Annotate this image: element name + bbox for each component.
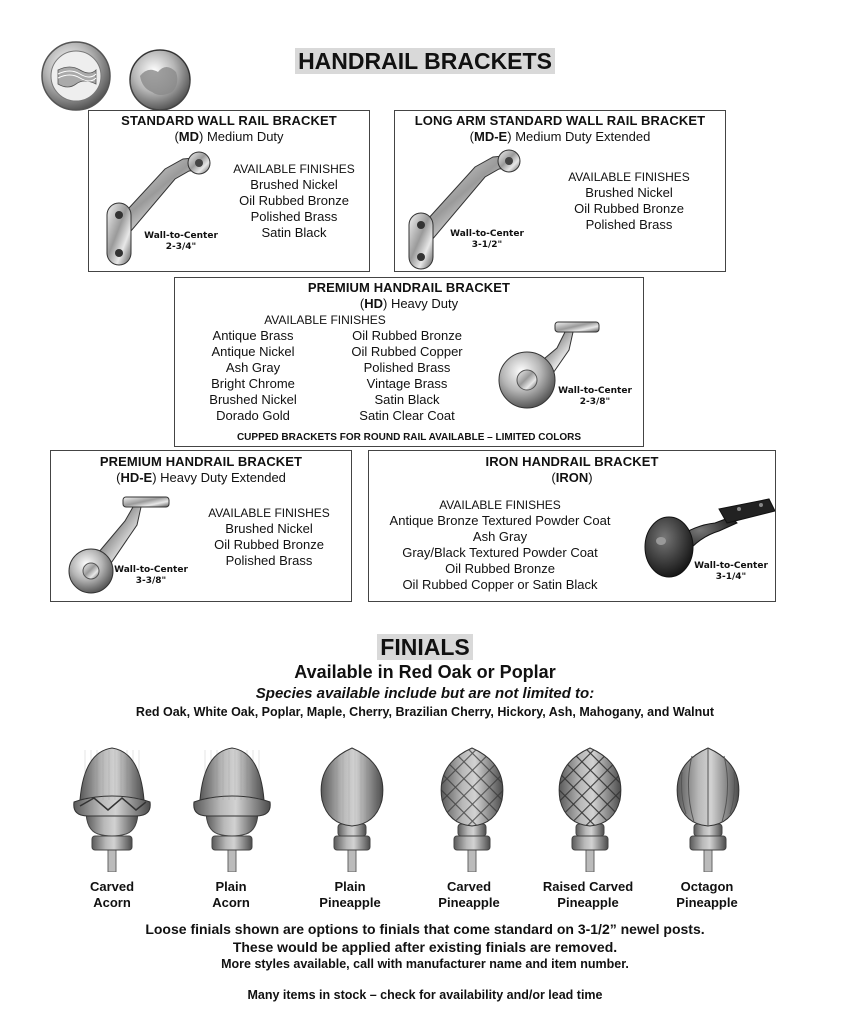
finial-label-octagon-pineapple: Octagon Pineapple [676,879,738,910]
finial-label-carved-acorn: Carved Acorn [89,879,135,910]
bracket-hd-note: CUPPED BRACKETS FOR ROUND RAIL AVAILABLE – LIMITED COLORS [236,432,582,443]
finials-title-text: FINIALS [377,634,472,660]
bracket-hd-finishes-left: Antique Brass Antique Nickel Ash Gray Bright Chrome Brushed Nickel Dorado Gold [209,328,297,423]
bracket-iron-title: IRON HANDRAIL BRACKET [485,454,659,469]
finial-carved-acorn-image [70,744,154,872]
finials-subtitle: Available in Red Oak or Poplar [294,662,556,682]
finial-label-raised-carved-pineapple: Raised Carved Pineapple [542,879,634,910]
finial-raised-carved-pineapple-image [548,744,632,872]
bracket-iron-wtc: Wall-to-Center 3-1/4" [694,561,768,582]
finial-label-carved-pineapple: Carved Pineapple [438,879,500,910]
footer-line-3: More styles available, call with manufacturer name and item number. [221,957,629,971]
finials-species-list: Red Oak, White Oak, Poplar, Maple, Cherry, Brazilian Cherry, Hickory, Ash, Mahogany, and Walnut [135,705,715,719]
bracket-mde-title: LONG ARM STANDARD WALL RAIL BRACKET [414,113,706,128]
finial-label-plain-acorn: Plain Acorn [212,879,250,910]
bracket-iron-finishes: AVAILABLE FINISHES Antique Bronze Textured Powder Coat Ash Gray Gray/Black Textured Powder Coat Oil Rubbed Bronze Oil Rubbed Copper or Satin Black [389,498,611,592]
bracket-hd-finishes-right: Oil Rubbed Bronze Oil Rubbed Copper Polished Brass Vintage Brass Satin Black Satin Clear Coat [351,328,463,423]
bracket-hd-title: PREMIUM HANDRAIL BRACKET [307,280,511,295]
bracket-hde-finishes: AVAILABLE FINISHES Brushed Nickel Oil Rubbed Bronze Polished Brass [208,506,330,568]
bracket-hde-box [50,450,352,602]
footer-line-1: Loose finials shown are options to finials that come standard on 3-1/2” newel posts. [145,921,705,937]
page-title-text: HANDRAIL BRACKETS [295,48,555,74]
bracket-hd-code: (HD) Heavy Duty [359,296,459,311]
bracket-iron-code: (IRON) [551,470,593,485]
bracket-md-title: STANDARD WALL RAIL BRACKET [121,113,337,128]
bracket-mde-finishes: AVAILABLE FINISHES Brushed Nickel Oil Rubbed Bronze Polished Brass [568,170,690,232]
bracket-mde-image [403,147,523,271]
bracket-mde-wtc: Wall-to-Center 3-1/2" [450,229,524,250]
bracket-md-wtc: Wall-to-Center 2-3/4" [144,231,218,252]
bracket-hde-code: (HD-E) Heavy Duty Extended [116,470,286,485]
bracket-hde-wtc: Wall-to-Center 3-3/8" [114,565,188,586]
bracket-hde-title: PREMIUM HANDRAIL BRACKET [99,454,303,469]
footer-line-2: These would be applied after existing finials are removed. [232,939,618,955]
finial-plain-pineapple-image [310,744,394,872]
bracket-md-finishes: AVAILABLE FINISHES Brushed Nickel Oil Rubbed Bronze Polished Brass Satin Black [233,162,355,240]
finial-octagon-pineapple-image [666,744,750,872]
footer-line-4: Many items in stock – check for availability and/or lead time [247,988,603,1002]
finials-species-heading: Species available include but are not limited to: [255,685,595,702]
bracket-mde-box [394,110,726,272]
bracket-hd-finishes-label: AVAILABLE FINISHES [264,313,386,327]
bracket-hd-box [174,277,644,447]
finial-plain-acorn-image [190,744,274,872]
bracket-md-code: (MD) Medium Duty [174,129,284,144]
finial-carved-pineapple-image [430,744,514,872]
page-title [0,48,850,75]
finial-label-plain-pineapple: Plain Pineapple [319,879,381,910]
bracket-iron-box [368,450,776,602]
bracket-hd-wtc: Wall-to-Center 2-3/8" [558,386,632,407]
finials-title [0,634,850,661]
bracket-mde-code: (MD-E) Medium Duty Extended [469,129,651,144]
bracket-md-box [88,110,370,272]
